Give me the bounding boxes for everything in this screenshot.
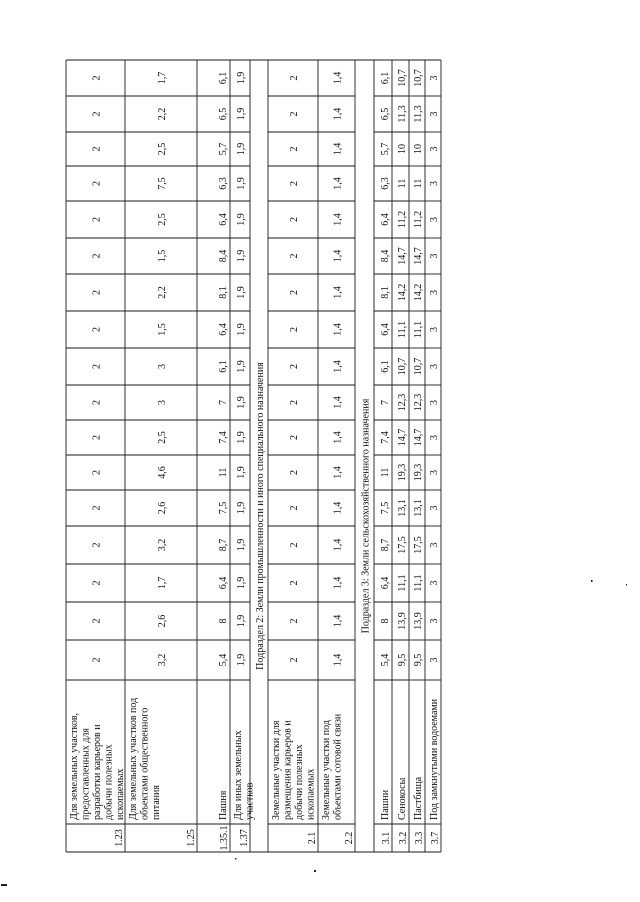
row-value: 2 bbox=[289, 505, 300, 511]
row-value: 2 bbox=[289, 400, 300, 405]
row-value: 14,7 bbox=[397, 247, 408, 265]
row-value: 19,3 bbox=[413, 463, 424, 482]
row-value: 11 bbox=[397, 178, 408, 189]
row-value: 3 bbox=[429, 657, 440, 663]
row-value: 6,1 bbox=[380, 360, 391, 373]
row-value: 1,9 bbox=[236, 249, 247, 263]
row-value: 2 bbox=[91, 657, 103, 663]
row-value: 8,1 bbox=[218, 286, 229, 299]
row-code: 3.2 bbox=[398, 831, 409, 845]
row-value: 2 bbox=[289, 618, 300, 624]
row-value: 1,4 bbox=[332, 177, 344, 190]
row-value: 1,9 bbox=[236, 431, 247, 444]
row-value: 11,1 bbox=[397, 320, 408, 339]
row-value: 2 bbox=[289, 253, 300, 259]
row-code: 2.1 bbox=[307, 831, 318, 845]
row-value: 5,7 bbox=[218, 142, 229, 156]
row-label-line: Пашни bbox=[380, 789, 391, 820]
row-value: 1,9 bbox=[236, 614, 247, 628]
row-value: 1,9 bbox=[236, 653, 247, 667]
row-label-line: добычи полезных bbox=[103, 744, 115, 820]
row-label-line: участков bbox=[244, 782, 256, 820]
row-value: 1,7 bbox=[157, 71, 168, 85]
row-value: 3 bbox=[429, 290, 440, 295]
row-value: 6,4 bbox=[218, 576, 229, 590]
row-value: 9,5 bbox=[413, 653, 424, 667]
row-label-line: Земельные участки под bbox=[321, 720, 332, 820]
row-value: 8 bbox=[380, 618, 391, 624]
row-value: 6,4 bbox=[218, 213, 229, 226]
row-value: 4,6 bbox=[157, 466, 168, 479]
row-value: 2 bbox=[289, 146, 300, 152]
row-value: 3 bbox=[429, 364, 440, 369]
row-value: 2 bbox=[289, 290, 300, 295]
row-value: 3 bbox=[429, 400, 440, 405]
row-value: 8,7 bbox=[218, 538, 229, 552]
row-value: 7 bbox=[218, 400, 229, 405]
row-value: 2 bbox=[91, 146, 103, 152]
row-value: 2 bbox=[289, 217, 300, 222]
row-code: 2.2 bbox=[344, 831, 355, 845]
row-value: 2 bbox=[91, 364, 103, 369]
row-value: 11,3 bbox=[413, 105, 424, 123]
row-value: 10 bbox=[397, 144, 408, 154]
row-value: 6,1 bbox=[380, 71, 391, 85]
row-value: 2 bbox=[289, 580, 300, 586]
row-value: 1,9 bbox=[236, 466, 247, 479]
row-value: 2 bbox=[91, 75, 103, 81]
row-value: 3 bbox=[429, 327, 440, 332]
row-value: 3 bbox=[429, 217, 440, 222]
section-heading: Подраздел 3: Земли сельскохозяйственного назначения bbox=[360, 398, 372, 634]
row-label-line: Пастбища bbox=[413, 776, 424, 820]
row-value: 1,9 bbox=[236, 107, 247, 121]
row-value: 1,9 bbox=[236, 71, 247, 85]
row-code: 1.37 bbox=[239, 829, 250, 847]
row-value: 3 bbox=[429, 181, 440, 186]
row-label-line: объектами общественного bbox=[139, 707, 151, 820]
row-value: 1,9 bbox=[236, 360, 247, 373]
row-value: 1,5 bbox=[157, 323, 168, 336]
row-value: 2,6 bbox=[157, 614, 168, 628]
row-label-line: Для иных земельных bbox=[233, 730, 244, 820]
row-value: 3 bbox=[157, 364, 168, 369]
row-label-line: ископаемых bbox=[115, 768, 126, 820]
row-value: 11 bbox=[413, 178, 424, 189]
row-value: 7,5 bbox=[380, 501, 391, 515]
row-value: 17,5 bbox=[413, 536, 424, 554]
row-value: 3 bbox=[429, 470, 440, 475]
row-label-line: Сенокосы bbox=[397, 777, 408, 820]
row-value: 2 bbox=[91, 253, 103, 259]
row-value: 11,2 bbox=[413, 210, 424, 229]
row-value: 3 bbox=[429, 618, 440, 624]
row-value: 19,3 bbox=[397, 463, 408, 482]
row-value: 1,4 bbox=[332, 501, 344, 515]
row-value: 5,4 bbox=[380, 653, 391, 667]
row-value: 10,7 bbox=[397, 69, 408, 87]
row-value: 3 bbox=[157, 400, 168, 405]
row-value: 2,5 bbox=[157, 213, 168, 226]
row-value: 8,4 bbox=[218, 249, 229, 263]
row-label-line: Для земельных участков под bbox=[128, 697, 139, 820]
row-value: 3 bbox=[429, 435, 440, 440]
row-value: 13,9 bbox=[397, 612, 408, 630]
row-value: 7,4 bbox=[380, 431, 391, 444]
row-code: 1.35.1 bbox=[219, 825, 230, 851]
row-code: 3.1 bbox=[381, 831, 392, 845]
row-value: 6,4 bbox=[380, 213, 391, 226]
row-value: 13,1 bbox=[413, 499, 424, 517]
row-value: 3 bbox=[429, 75, 440, 81]
row-value: 2 bbox=[289, 657, 300, 663]
row-value: 3 bbox=[429, 580, 440, 586]
row-value: 13,1 bbox=[397, 499, 408, 517]
row-value: 2,5 bbox=[157, 431, 168, 444]
row-label-line: предоставленных для bbox=[80, 728, 92, 820]
row-value: 7,5 bbox=[157, 177, 168, 190]
row-value: 14,7 bbox=[397, 428, 408, 447]
row-label-line: размещения карьеров и bbox=[282, 720, 294, 820]
row-value: 1,4 bbox=[332, 71, 344, 85]
row-value: 2 bbox=[289, 75, 300, 81]
row-value: 11,1 bbox=[413, 320, 424, 339]
row-value: 1,9 bbox=[236, 142, 247, 156]
row-value: 1,9 bbox=[236, 538, 247, 552]
row-value: 2 bbox=[91, 435, 103, 440]
row-value: 1,4 bbox=[332, 142, 344, 156]
row-value: 6,3 bbox=[380, 177, 391, 190]
row-code: 1.25 bbox=[186, 829, 197, 847]
row-value: 1,4 bbox=[332, 360, 344, 373]
row-value: 2 bbox=[91, 580, 103, 586]
row-value: 2,5 bbox=[157, 142, 168, 156]
row-value: 2 bbox=[91, 111, 103, 117]
row-value: 14,2 bbox=[413, 283, 424, 302]
row-value: 11,1 bbox=[413, 574, 424, 592]
row-value: 1,7 bbox=[157, 576, 168, 590]
row-value: 6,5 bbox=[380, 107, 391, 121]
row-value: 7 bbox=[380, 400, 391, 405]
row-value: 8,1 bbox=[380, 286, 391, 299]
row-value: 6,4 bbox=[218, 323, 229, 336]
row-value: 1,4 bbox=[332, 614, 344, 628]
row-value: 3,2 bbox=[157, 538, 168, 552]
row-value: 14,2 bbox=[397, 283, 408, 302]
row-value: 1,4 bbox=[332, 538, 344, 552]
row-value: 11,2 bbox=[397, 210, 408, 229]
row-value: 2 bbox=[289, 111, 300, 117]
row-value: 2,2 bbox=[157, 286, 168, 299]
row-value: 6,5 bbox=[218, 107, 229, 121]
row-code: 1.23 bbox=[114, 829, 125, 847]
row-value: 2 bbox=[91, 505, 103, 511]
row-value: 2 bbox=[91, 618, 103, 624]
row-value: 11 bbox=[218, 467, 229, 478]
row-value: 2 bbox=[91, 290, 103, 295]
row-value: 11,1 bbox=[397, 574, 408, 592]
row-value: 1,4 bbox=[332, 466, 344, 479]
row-label-line: Пашня bbox=[218, 790, 229, 820]
row-label-line: Земельные участки для bbox=[271, 720, 282, 820]
row-code: 3.7 bbox=[430, 831, 441, 845]
row-value: 3 bbox=[429, 146, 440, 152]
row-value: 1,9 bbox=[236, 396, 247, 409]
row-value: 10,7 bbox=[413, 69, 424, 87]
row-value: 11 bbox=[380, 467, 391, 478]
row-code: 3.3 bbox=[414, 831, 425, 845]
row-value: 1,9 bbox=[236, 177, 247, 190]
row-value: 9,5 bbox=[397, 653, 408, 667]
row-value: 1,4 bbox=[332, 396, 344, 409]
row-value: 1,5 bbox=[157, 249, 168, 263]
row-value: 1,4 bbox=[332, 431, 344, 444]
row-value: 2,6 bbox=[157, 501, 168, 515]
row-value: 2 bbox=[289, 542, 300, 548]
row-value: 13,9 bbox=[413, 612, 424, 630]
row-label-line: питания bbox=[151, 785, 162, 820]
row-value: 12,3 bbox=[413, 393, 424, 412]
row-value: 2 bbox=[289, 181, 300, 186]
row-value: 10 bbox=[413, 144, 424, 154]
row-value: 14,7 bbox=[413, 428, 424, 447]
row-label-line: Для земельных участков, bbox=[69, 712, 80, 820]
row-value: 3 bbox=[429, 542, 440, 548]
row-value: 1,9 bbox=[236, 576, 247, 590]
row-label-line: добычи полезных bbox=[294, 744, 305, 820]
row-value: 8,4 bbox=[380, 249, 391, 263]
row-value: 1,4 bbox=[332, 576, 344, 590]
row-value: 7,5 bbox=[218, 501, 229, 515]
row-value: 6,3 bbox=[218, 177, 229, 190]
row-value: 7,4 bbox=[218, 431, 229, 444]
row-value: 10,7 bbox=[413, 357, 424, 376]
row-value: 1,9 bbox=[236, 213, 247, 226]
row-value: 14,7 bbox=[413, 247, 424, 265]
row-value: 2 bbox=[289, 364, 300, 369]
row-value: 6,1 bbox=[218, 71, 229, 85]
row-value: 2 bbox=[91, 181, 103, 186]
row-value: 8 bbox=[218, 618, 229, 624]
row-value: 3 bbox=[429, 253, 440, 259]
row-label-line: ископаемых bbox=[305, 768, 317, 820]
row-value: 5,7 bbox=[380, 142, 391, 156]
row-value: 3 bbox=[429, 505, 440, 511]
row-value: 2 bbox=[91, 470, 103, 475]
row-value: 1,9 bbox=[236, 286, 247, 299]
row-value: 8,7 bbox=[380, 538, 391, 552]
row-value: 6,4 bbox=[380, 323, 391, 336]
row-label-line: разработки карьеров и bbox=[92, 724, 103, 820]
row-value: 2 bbox=[289, 435, 300, 440]
row-value: 1,4 bbox=[332, 249, 344, 263]
row-value: 3 bbox=[429, 111, 440, 117]
row-value: 1,4 bbox=[332, 107, 344, 121]
row-value: 12,3 bbox=[397, 393, 408, 412]
row-value: 1,4 bbox=[332, 213, 344, 226]
row-value: 6,4 bbox=[380, 576, 391, 590]
row-value: 3,2 bbox=[157, 653, 168, 667]
section-heading: Подраздел 2: Земли промышленности и иного специального назначения bbox=[255, 362, 266, 670]
row-value: 2 bbox=[91, 542, 103, 548]
row-value: 2 bbox=[91, 400, 103, 405]
row-value: 5,4 bbox=[218, 653, 229, 667]
row-value: 17,5 bbox=[397, 536, 408, 554]
row-value: 2 bbox=[91, 327, 103, 332]
row-label-line: объектами сотовой связи bbox=[332, 713, 344, 820]
row-value: 6,1 bbox=[218, 360, 229, 373]
row-value: 10,7 bbox=[397, 357, 408, 376]
row-value: 2,2 bbox=[157, 107, 168, 121]
row-value: 2 bbox=[91, 217, 103, 222]
row-value: 1,4 bbox=[332, 286, 344, 299]
row-value: 1,9 bbox=[236, 323, 247, 336]
row-label-line: Под замкнутыми водоемами bbox=[429, 698, 440, 820]
row-value: 11,3 bbox=[397, 105, 408, 123]
row-value: 2 bbox=[289, 327, 300, 332]
row-value: 1,4 bbox=[332, 653, 344, 667]
row-value: 2 bbox=[289, 470, 300, 475]
row-value: 1,4 bbox=[332, 323, 344, 336]
row-value: 1,9 bbox=[236, 501, 247, 515]
